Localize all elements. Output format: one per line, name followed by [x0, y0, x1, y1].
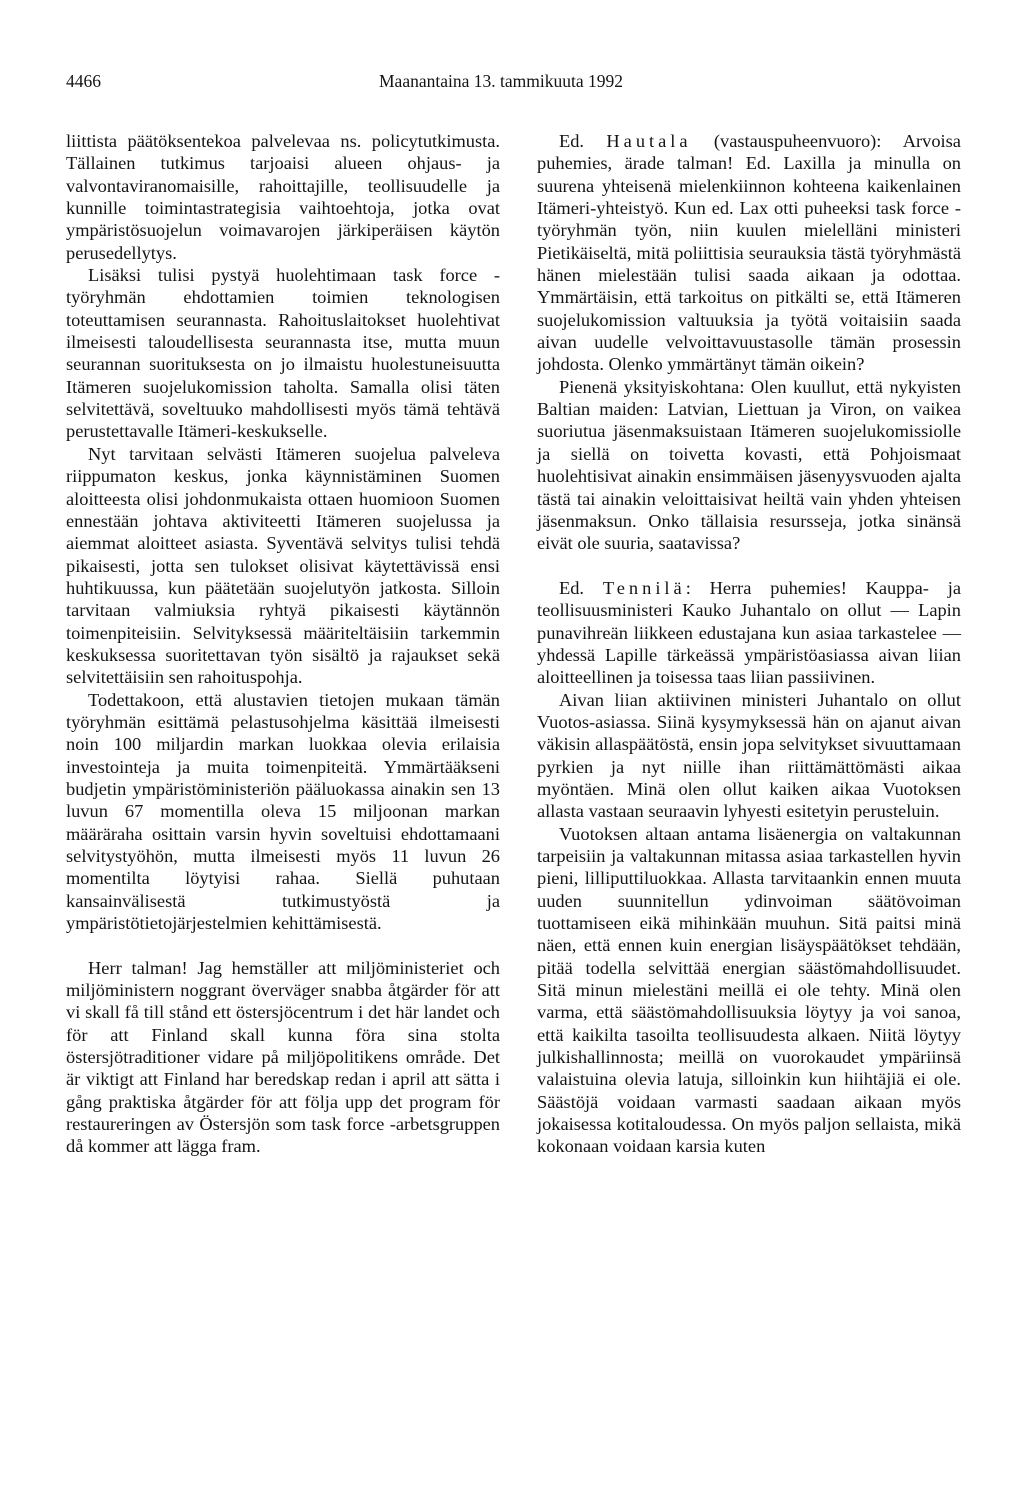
- paragraph: Lisäksi tulisi pystyä huolehtimaan task force -työryhmän ehdottamien toimien teknologisen toteuttamisen seurannasta. Rahoituslaitokset huolehtivat ilmeisesti taloudellisesta seurannasta itse, mutta muun seurannan suorituksesta on jo ilmaistu huolestuneisuutta Itämeren suojelukomission taholta. Samalla olisi täten selvitettävä, soveltuuko mahdollisesti myös tämä tehtävä perustettavalle Itämeri-keskukselle.: [66, 265, 500, 442]
- speaker-name: Hautala: [606, 131, 692, 151]
- page-header: [66, 70, 961, 94]
- speech-hautala: [537, 130, 961, 376]
- left-column: [66, 130, 500, 1158]
- paragraph: Aivan liian aktiivinen ministeri Juhantalo on ollut Vuotos-asiassa. Siinä kysymyksessä hän on ajanut aivan väkisin allaspäätöstä, ensin jopa selvitykset sivuuttamaan pyrkien ja nyt niille ihan riittämättömästi aikaa myöntäen. Minä olen ollut kaiken aikaa Vuotoksen allasta vastaan seuraavin lyhyesti esitetyin perusteluin.: [537, 689, 961, 822]
- page-number: 4466: [66, 71, 101, 91]
- paragraph: Todettakoon, että alustavien tietojen mukaan tämän työryhmän esittämä pelastusohjelma käsittää ilmeisesti noin 100 miljardin markan luokkaa olevia erilaisia investointeja ja muita toimenpiteitä. Ymmärtääkseni budjetin ympäristöministeriön pääluokassa ainakin sen 13 luvun 67 momentilla oleva 15 miljoonan markan määräraha osittain varsin hyvin soveltuisi ehdottamaani selvitystyöhön, mutta ilmeisesti myös 11 luvun 26 momentilta löytyisi rahaa. Siellä puhutaan kansainvälisestä tutkimustyöstä ja ympäristötietojärjestelmien kehittämisestä.: [66, 689, 500, 934]
- right-column: [537, 130, 961, 1158]
- paragraph: Vuotoksen altaan antama lisäenergia on valtakunnan tarpeisiin ja valtakunnan mitassa asiaa tarkastellen hyvin pieni, lilliputtiluokkaa. Allasta tarvitaankin ennen muuta uuden suunnitellun ydinvoiman säätövoiman tuottamiseen eikä mihinkään muuhun. Sitä paitsi minä näen, että ennen kuin energian lisäyspäätökset tehdään, pitää todella selvittää energian säästömahdollisuudet. Sitä minun mielestäni meillä ei ole tehty. Minä olen varma, että säästömahdollisuuksia löytyy ja voi sanoa, että kaikilta tasoilta teollisuudesta alkaen. Niitä löytyy julkishallinnosta; meillä on vuorokaudet ympäriinsä valaistuina olevia latuja, silloinkin kun hiihtäjiä ei ole. Säästöjä voidaan varmasti saadaan aikaan myös jokaisessa kotitaloudessa. On myös paljon sellaista, mikä kokonaan voidaan karsia kuten: [537, 823, 961, 1157]
- speech-text: (vastauspuheenvuoro): Arvoisa puhemies, ärade talman! Ed. Laxilla ja minulla on suurena yhteisenä mielenkiinnon kohteena kaikenlainen Itämeri-yhteistyö. Kun ed. Lax otti puheeksi task force -työryhmän työn, niin kuulen mielelläni ministeri Pietikäiseltä, mitä poliittisia seurauksia tästä työryhmästä hänen mielestään tulisi saada aikaan ja odottaa. Ymmärtäisin, että tarkoitus on pitkälti se, että Itämeren suojelukomission valtuuksia ja työtä voitaisiin saada aivan uudelle velvoittavuustasolle tämän prosessin johdosta. Olenko ymmärtänyt tämän oikein?: [537, 131, 961, 375]
- paragraph: Pienenä yksityiskohtana: Olen kuullut, että nykyisten Baltian maiden: Latvian, Liettuan ja Viron, on vaikea suoriutua jäsenmaksuistaan Itämeren suojelukomissiolle ja siellä on toivetta kovasti, että Pohjoismaat huolehtisivat ainakin ensimmäisen jäsenyysvuoden ajalta tästä tai ainakin veloittaisivat heiltä vain yhden yhteisen jäsenmaksun. Onko tällaisia resursseja, jotka sinänsä eivät ole suuria, saatavissa?: [537, 376, 961, 554]
- speaker-prefix: Ed.: [559, 577, 585, 598]
- paragraph: liittista päätöksentekoa palvelevaa ns. policytutkimusta. Tällainen tutkimus tarjoaisi alueen ohjaus- ja valvontaviranomaisille, rahoittajille, teollisuudelle ja kunnille toimintastrategisia vaihtoehtoja, jotka ovat ympäristösuojelun voimavarojen järkiperäisen käytön perusedellytys.: [66, 131, 500, 263]
- speech-tennila: [537, 577, 961, 689]
- paragraph: Nyt tarvitaan selvästi Itämeren suojelua palveleva riippumaton keskus, jonka käynnistäminen Suomen aloitteesta olisi johdonmukaista ottaen huomioon Suomen ennestään johtava aktiviteetti Itämeren suojelussa ja aiemmat aloitteet asiasta. Syventävä selvitys tulisi tehdä pikaisesti, jotta sen tulokset olisivat käytettävissä ensi huhtikuussa, kun päätetään suojelutyön jatkosta. Silloin tarvitaan valmiuksia ryhtyä pikaisesti käytännön toimenpiteisiin. Selvityksessä määriteltäisiin tarkemmin keskuksessa suoritettavan työn sisältö ja rajaukset sekä selvitettäisiin sen rahoituspohja.: [66, 443, 500, 688]
- paragraph: Herr talman! Jag hemställer att miljöministeriet och miljöministern noggrant överväger snabba åtgärder för att vi skall få till stånd ett östersjöcentrum i det här landet och för att Finland skall kunna föra sina stolta östersjötraditioner vidare på miljöpolitikens område. Det är viktigt att Finland har beredskap redan i april att sätta i gång praktiska åtgärder för att följa upp det program för restaureringen av Östersjön som task force -arbetsgruppen då kommer att lägga fram.: [66, 957, 500, 1157]
- speaker-name: Tennilä: [602, 577, 686, 598]
- speech-text: : Herra puhemies! Kauppa- ja teollisuusministeri Kauko Juhantalo on ollut — Lapin punavihreän liikkeen edustajana kun asiaa tarkastelee — yhdessä Lapille tärkeässä ympäristöasiassa aivan liian aloitteellinen ja toisessa taas liian passiivinen.: [537, 577, 961, 688]
- running-title: Maanantaina 13. tammikuuta 1992: [379, 71, 623, 91]
- speaker-prefix: Ed.: [559, 131, 585, 151]
